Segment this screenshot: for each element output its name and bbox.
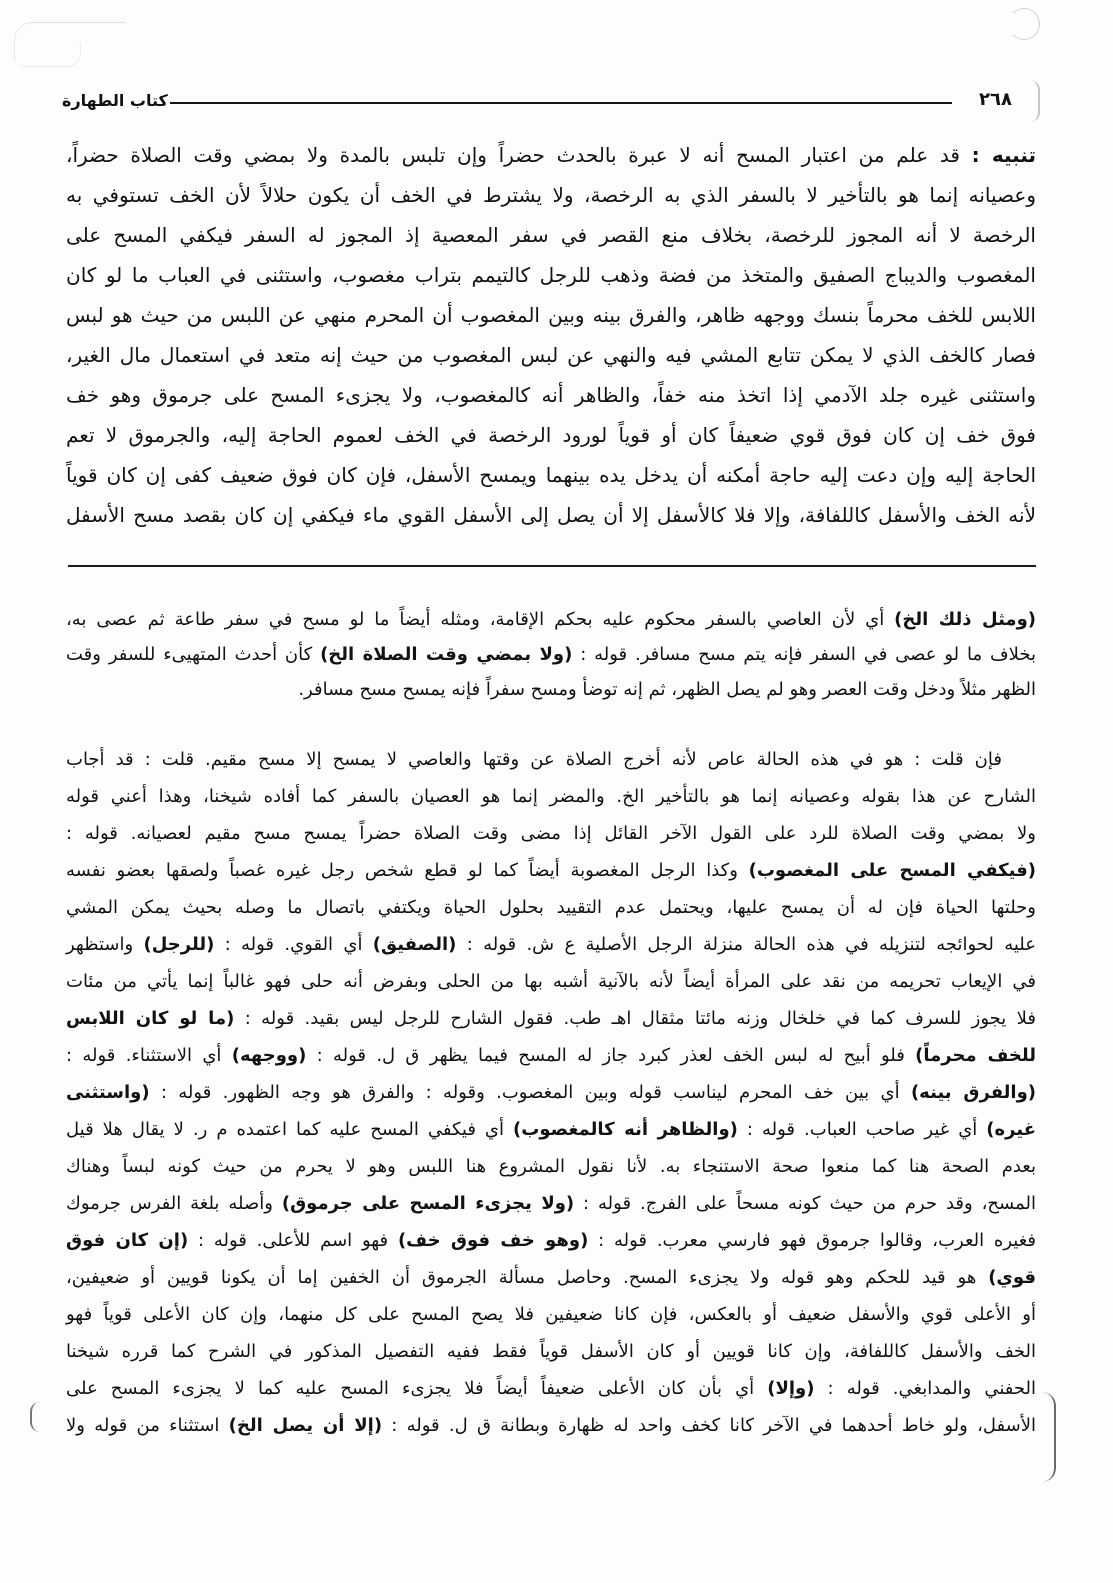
text-run: الحفني والمدابغي. قوله :: [814, 1378, 1036, 1399]
text-run: الخف والأسفل كاللفافة، وإن كانا قويين أو كان الأسفل قوياً فقط ففيه التفصيل المذكور في الشرح كما قرره شيخنا: [66, 1341, 1036, 1362]
text-line: [66, 1407, 1036, 1444]
text-line: [66, 852, 1036, 889]
text-run: الشارح عن هذا بقوله وعصيانه إنما هو بالتأخير الخ. والمضر إنما هو العصيان بالسفر كما أفاده شيخنا، وهذا أعني قوله: [66, 786, 1036, 807]
text-line: [66, 1037, 1036, 1074]
text-run: في الإيعاب تحريمه من نقد على المرأة أيضاً لأنه بالآنية أشبه بها من الحلى وبفرض أنه حلى فهو غالباً إنما يأتي من مئات: [66, 971, 1036, 992]
scan-smudge: [20, 40, 81, 67]
text-run: اللابس للخف محرماً بنسك ووجهه ظاهر، والفرق بينه وبين المغصوب أن المحرم منهي عن اللبس من حيث هو لبس: [66, 303, 1036, 327]
text-run: هو قيد للحكم وهو قوله ولا يجزىء المسح. وحاصل مسألة الجرموق أن الخفين إما أن يكونا قويين أو ضعيفين،: [66, 1267, 989, 1288]
bold-lemma: (وهو خف فوق خف): [397, 1230, 589, 1251]
text-line: [66, 602, 1036, 637]
bold-lemma: (إن كان فوق: [66, 1230, 189, 1251]
text-line: [66, 375, 1036, 415]
bold-lemma: (الصفيق): [372, 934, 457, 955]
text-run: الظهر مثلاً ودخل وقت العصر وهو لم يصل الظهر، ثم إنه توضأ ومسح سفراً فإنه يمسح مسح مسافر.: [298, 679, 1036, 700]
bold-lemma: (ولا يجزىء المسح على جرموق): [281, 1193, 575, 1214]
running-header: [60, 86, 1020, 116]
text-run: أي فيكفي المسح عليه كما اعتمده م ر. لا يقال هلا قيل: [66, 1119, 514, 1140]
text-line: [66, 135, 1036, 175]
bold-lemma: (فيكفي المسح على المغصوب): [748, 860, 1036, 881]
text-line: [66, 637, 1036, 672]
bold-lemma: تنبيه :: [971, 143, 1036, 167]
footnote-divider: [68, 565, 1036, 567]
bold-lemma: (وإلا): [767, 1378, 815, 1399]
text-run: قد علم من اعتبار المسح أنه لا عبرة بالحدث حضراً وإن تلبس بالمدة ولا بمضي وقت الصلاة حضراً،: [66, 143, 972, 167]
text-line: [66, 415, 1036, 455]
bold-lemma: (ومثل ذلك الخ): [894, 609, 1036, 630]
text-line: [66, 295, 1036, 335]
main-text: [66, 135, 1036, 535]
bold-lemma: (ولا بمضي وقت الصلاة الخ): [320, 644, 573, 665]
text-line: [66, 1222, 1036, 1259]
text-line: [66, 215, 1036, 255]
text-run: كأن أحدث المتهيىء للسفر وقت: [66, 644, 321, 665]
text-run: الحاجة إليه وإن دعت إليه حاجة أمكنه أن يدخل يده بينهما ويمسح الأسفل، فإن كان فوق ضعيف كفى إن كان قوياً: [66, 463, 1036, 487]
text-run: بعدم الصحة هنا كما منعوا صحة الاستنجاء به. لأنا نقول المشروع هنا اللبس وهو لا يحرم من حيث كونه لبساً وهناك: [66, 1156, 1036, 1177]
header-rule: [170, 102, 952, 104]
text-line: [66, 1074, 1036, 1111]
text-line: [66, 1370, 1036, 1407]
text-line: [66, 1296, 1036, 1333]
text-line: [66, 1333, 1036, 1370]
text-run: فلو أبيح له لبس الخف لعذر كبرد جاز له المسح فيما يظهر ق ل. قوله :: [306, 1045, 916, 1066]
text-line: [66, 1111, 1036, 1148]
text-run: أي بين خف المحرم ليناسب قوله وبين المغصوب. وقوله : والفرق هو وجه الظهور. قوله :: [149, 1082, 911, 1103]
bold-lemma: للخف محرماً): [915, 1045, 1036, 1066]
text-run: استثناء من قوله ولا: [66, 1415, 229, 1436]
bold-lemma: (واستثنى: [66, 1082, 150, 1103]
text-run: واستثنى غيره جلد الآدمي إذا اتخذ منه خفاً، والظاهر أنه كالمغصوب، ولا يجزىء المسح على جرموق وهو خف: [66, 383, 1036, 407]
text-line: [66, 255, 1036, 295]
text-line: [66, 889, 1036, 926]
text-run: أي الاستثناء. قوله :: [66, 1045, 232, 1066]
page-number: ٢٦٨: [979, 89, 1012, 110]
bold-lemma: (إلا أن يصل الخ): [228, 1415, 383, 1436]
commentary-paragraph: [66, 741, 1036, 1444]
text-run: وكذا الرجل المغصوبة أيضاً كما لو قطع شخص رجل غيره غصباً ولصقها بعضو نفسه: [66, 860, 749, 881]
text-run: وعصيانه إنما هو بالتأخير لا بالسفر الذي به الرخصة، ولا يشترط في الخف أن يكون حلالاً لأن الخف تستوفي به: [66, 183, 1036, 207]
text-run: أي غير صاحب العباب. قوله :: [737, 1119, 987, 1140]
bold-lemma: (ما لو كان اللابس: [66, 1008, 235, 1029]
text-run: أو الأعلى قوي والأسفل ضعيف أو بالعكس، فإن كانا ضعيفين فلا يصح المسح على كل منهما، وإن كان الأعلى قوياً فهو: [66, 1304, 1036, 1325]
text-run: عليه لحوائجه لتنزيله في هذه الحالة منزلة الرجل الأصلية ع ش. قوله :: [456, 934, 1036, 955]
bold-lemma: (والظاهر أنه كالمغصوب): [513, 1119, 738, 1140]
text-run: فإن قلت : هو في هذه الحالة عاص لأنه أخرج الصلاة عن وقتها والعاصي لا يمسح إلا مسح مقيم. قلت : قد أجاب: [66, 749, 1002, 770]
commentary-paragraph: [66, 602, 1036, 707]
text-run: فغيره العرب، وقالوا جرموق فهو فارسي معرب. قوله :: [588, 1230, 1037, 1251]
text-line: [66, 672, 1036, 707]
text-run: فصار كالخف الذي لا يمكن تتابع المشي فيه والنهي عن لبس المغصوب من حيث إنه متعد في استعمال مال الغير،: [66, 343, 1036, 367]
margin-bracket: [1040, 1392, 1056, 1482]
bold-lemma: (ووجهه): [231, 1045, 307, 1066]
bold-lemma: (والفرق بينه): [910, 1082, 1037, 1103]
bold-lemma: قوي): [988, 1267, 1036, 1288]
text-run: فهو اسم للأعلى. قوله :: [188, 1230, 398, 1251]
text-run: لأنه الخف والأسفل كاللفافة، وإلا فلا كالأسفل إلا أن يصل إلى الأسفل القوي ماء فيكفي إن كان بقصد مسح الأسفل: [66, 503, 1036, 527]
text-line: [66, 335, 1036, 375]
chapter-title: كتاب الطهارة: [62, 91, 168, 110]
bold-lemma: (للرجل): [143, 934, 215, 955]
text-run: المسح، وقد حرم من حيث كونه مسحاً على الفرج. قوله :: [574, 1193, 1037, 1214]
text-run: فوق خف إن كان فوق قوي ضعيفاً كان أو قوياً لورود الرخصة في الخف لعموم الحاجة إليه، والجرموق لا تعم: [66, 423, 1036, 447]
text-line: [66, 815, 1036, 852]
text-run: واستظهر: [66, 934, 144, 955]
text-line: [66, 1148, 1036, 1185]
scan-smudge: [14, 22, 127, 63]
text-run: وأصله بلغة الفرس جرموك: [66, 1193, 282, 1214]
text-run: الرخصة لا أنه المجوز للرخصة، بخلاف منع القصر في سفر المعصية إذ المجوز له السفر فيكفي المسح على: [66, 223, 1036, 247]
text-run: أي لأن العاصي بالسفر محكوم عليه بحكم الإقامة، ومثله أيضاً ما لو مسح في سفر طاعة ثم عصى به،: [66, 609, 895, 630]
text-run: الأسفل، ولو خاط أحدهما في الآخر كانا كخف واحد له ظهارة وبطانة ق ل. قوله :: [382, 1415, 1036, 1436]
text-line: [66, 1259, 1036, 1296]
margin-bracket: [30, 1402, 40, 1432]
text-run: أي بأن كان الأعلى ضعيفاً أيضاً فلا يجزىء المسح عليه كما لا يجزىء المسح على: [66, 1378, 768, 1399]
text-run: ولا بمضي وقت الصلاة للرد على القول الآخر القائل إذا مضى وقت الصلاة حضراً يمسح مسح مقيم لعصيانه. قوله :: [66, 823, 1036, 844]
scan-smudge: [1008, 8, 1040, 40]
text-run: أي القوي. قوله :: [214, 934, 373, 955]
text-run: فلا يجوز للسرف كما في خلخال وزنه مائتا مثقال اهـ طب. فقول الشارح للرجل ليس بقيد. قوله :: [234, 1008, 1036, 1029]
text-line: [66, 778, 1036, 815]
text-run: وحلتها الحياة فإن له أن يمسح عليها، ويحتمل عدم التقييد بحلول الحياة ويكتفي باتصال ما وصله بحيث يمكن المشي: [66, 897, 1036, 918]
text-line: [66, 1185, 1036, 1222]
bold-lemma: غيره): [986, 1119, 1036, 1140]
text-line: [66, 495, 1036, 535]
text-line: [66, 455, 1036, 495]
text-line: [66, 1000, 1036, 1037]
text-line: [66, 963, 1036, 1000]
margin-mark: [1030, 80, 1040, 122]
text-run: المغصوب والديباج الصفيق والمتخذ من فضة وذهب للرجل كالتيمم بتراب مغصوب، واستثنى في العباب ما لو كان: [66, 263, 1036, 287]
text-line: [66, 926, 1036, 963]
text-line: [66, 175, 1036, 215]
text-run: بخلاف ما لو عصى في السفر فإنه يتم مسح مسافر. قوله :: [572, 644, 1037, 665]
text-line: [66, 741, 1036, 778]
